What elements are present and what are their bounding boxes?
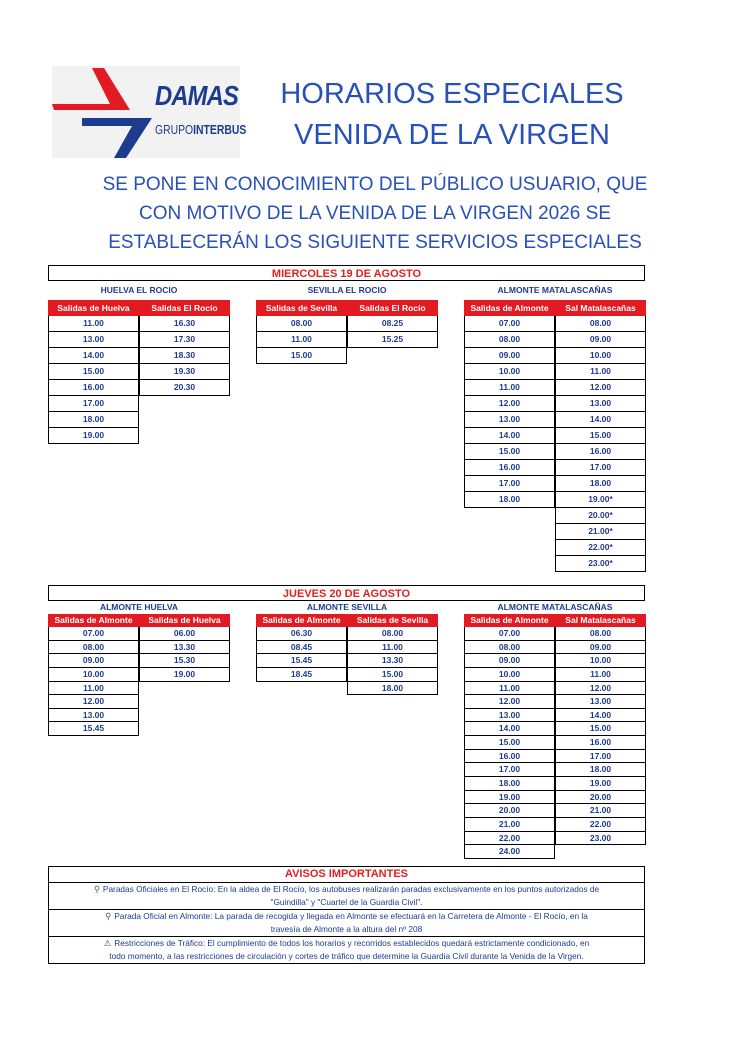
intro-text [40,170,710,257]
time-cell: 10.00 [464,364,555,380]
time-cell: 15.00 [464,444,555,460]
column-header: Salidas de Sevilla [347,614,438,627]
pin-icon: ⚲ [93,884,100,894]
time-cell: 19.00 [48,428,139,444]
warning-icon: ⚠ [103,938,112,948]
time-cell: 13.30 [139,641,230,655]
time-cell: 10.00 [48,668,139,682]
time-cell: 17.00 [555,460,646,476]
time-cell: 10.00 [555,348,646,364]
time-cell: 08.25 [347,316,438,332]
route-name: HUELVA EL ROCIO [100,285,178,295]
time-cell: 18.00 [555,476,646,492]
time-cell: 14.00 [555,412,646,428]
column-header: Salidas El Rocío [139,300,230,316]
time-cell: 15.45 [48,722,139,736]
time-cell: 08.00 [256,316,347,332]
time-cell: 15.00 [464,736,555,750]
column-header: Salidas de Huelva [48,300,139,316]
time-cell: 15.00 [555,428,646,444]
time-cell: 11.00 [464,682,555,696]
time-cell: 07.00 [464,627,555,641]
time-cell: 19.30 [139,364,230,380]
intro-line: CON MOTIVO DE LA VENIDA DE LA VIRGEN 2026 SE [139,203,611,224]
time-cell: 16.00 [48,380,139,396]
time-cell: 12.00 [464,695,555,709]
time-cell: 12.00 [555,682,646,696]
time-cell: 18.30 [139,348,230,364]
time-cell: 06.00 [139,627,230,641]
time-cell: 13.00 [555,695,646,709]
time-cell: 13.00 [464,709,555,723]
notice-item: ⚠ Restricciones de Tráfico: El cumplimiento de todos los horarios y recorridos establecidos quedará estrictamente condicionado, en todo momento, a las restricciones de circulación y cortes de tráfico que determine la Guardia Civil durante la Venida de la Virgen. [103,938,590,961]
time-cell: 21.00 [555,804,646,818]
schedule-column [555,614,646,845]
time-cell: 08.00 [347,627,438,641]
time-cell: 09.00 [48,654,139,668]
route-name: ALMONTE MATALASCAÑAS [497,602,613,612]
time-cell: 19.00 [139,668,230,682]
time-cell: 07.00 [48,627,139,641]
time-cell: 17.00 [464,476,555,492]
time-cell: 11.00 [555,364,646,380]
time-cell: 07.00 [464,316,555,332]
time-cell: 18.00 [347,682,438,696]
column-header: Sal Matalascañas [555,300,646,316]
time-cell: 20.00* [555,508,646,524]
time-cell: 11.00 [256,332,347,348]
time-cell: 21.00 [464,818,555,832]
logo-brand: DAMAS [155,80,239,111]
day-header: MIERCOLES 19 DE AGOSTO [48,265,645,281]
time-cell: 15.00 [256,348,347,364]
time-cell: 16.00 [555,444,646,460]
time-cell: 15.30 [139,654,230,668]
time-cell: 22.00* [555,540,646,556]
time-cell: 13.00 [48,709,139,723]
column-header: Salidas de Almonte [48,614,139,627]
time-cell: 14.00 [48,348,139,364]
time-cell: 09.00 [555,641,646,655]
time-cell: 17.30 [139,332,230,348]
time-cell: 18.00 [48,412,139,428]
time-cell: 21.00* [555,524,646,540]
damas-logo [52,66,247,158]
time-cell: 08.00 [464,332,555,348]
time-cell: 14.00 [555,709,646,723]
time-cell: 19.00 [464,791,555,805]
time-cell: 09.00 [464,654,555,668]
column-header: Salidas de Sevilla [256,300,347,316]
important-notices [48,866,645,964]
intro-line: SE PONE EN CONOCIMIENTO DEL PÚBLICO USUARIO, QUE [102,174,648,195]
schedule-column [256,300,347,364]
time-cell: 18.00 [464,492,555,508]
time-cell: 20.00 [464,804,555,818]
time-cell: 09.00 [555,332,646,348]
time-cell: 23.00 [555,832,646,846]
time-cell: 16.00 [464,460,555,476]
time-cell: 11.00 [48,316,139,332]
time-cell: 20.30 [139,380,230,396]
logo-group: GRUPOINTERBUS [155,122,247,137]
column-header: Sal Matalascañas [555,614,646,627]
time-cell: 12.00 [464,396,555,412]
schedule-column [347,614,438,695]
column-header: Salidas de Almonte [464,300,555,316]
time-cell: 22.00 [555,818,646,832]
schedule-column [347,300,438,348]
time-cell: 22.00 [464,832,555,846]
time-cell: 08.00 [464,641,555,655]
schedule-column [139,300,230,396]
time-cell: 08.45 [256,641,347,655]
time-cell: 18.00 [555,763,646,777]
logo-arrows-icon [52,66,162,158]
time-cell: 13.00 [555,396,646,412]
time-cell: 15.00 [347,668,438,682]
time-cell: 17.00 [464,763,555,777]
time-cell: 20.00 [555,791,646,805]
day-header: JUEVES 20 DE AGOSTO [48,585,645,601]
notices-title: AVISOS IMPORTANTES [49,867,644,883]
time-cell: 12.00 [555,380,646,396]
time-cell: 14.00 [464,428,555,444]
time-cell: 24.00 [464,845,555,859]
time-cell: 10.00 [464,668,555,682]
time-cell: 08.00 [48,641,139,655]
time-cell: 15.45 [256,654,347,668]
route-name: SEVILLA EL ROCIO [307,285,387,295]
time-cell: 14.00 [464,722,555,736]
time-cell: 11.00 [347,641,438,655]
time-cell: 23.00* [555,556,646,572]
time-cell: 18.00 [464,777,555,791]
route-name: ALMONTE SEVILLA [306,602,388,612]
time-cell: 19.00 [555,777,646,791]
time-cell: 18.45 [256,668,347,682]
time-cell: 08.00 [555,316,646,332]
time-cell: 15.25 [347,332,438,348]
schedule-column [464,300,555,508]
route-name: ALMONTE HUELVA [99,602,179,612]
time-cell: 11.00 [48,682,139,696]
pin-icon: ⚲ [105,911,112,921]
intro-line: ESTABLECERÁN LOS SIGUIENTE SERVICIOS ESPECIALES [108,232,642,253]
time-cell: 06.30 [256,627,347,641]
schedule-column [48,300,139,444]
page-title-line1: HORARIOS ESPECIALES [280,78,624,110]
time-cell: 16.00 [464,750,555,764]
time-cell: 11.00 [555,668,646,682]
time-cell: 10.00 [555,654,646,668]
time-cell: 12.00 [48,695,139,709]
schedule-column [139,614,230,682]
column-header: Salidas de Almonte [256,614,347,627]
column-header: Salidas de Huelva [139,614,230,627]
column-header: Salidas de Almonte [464,614,555,627]
time-cell: 11.00 [464,380,555,396]
schedule-column [464,614,555,859]
schedule-column [48,614,139,736]
time-cell: 08.00 [555,627,646,641]
page-title-line2: VENIDA DE LA VIRGEN [294,119,610,151]
notice-item: ⚲ Paradas Oficiales en El Rocío: En la aldea de El Rocío, los autobuses realizarán paradas exclusivamente en los puntos autorizados de "Guindilla" y "Cuartel de la Guardia Civil". [49,883,644,910]
schedule-column [555,300,646,572]
schedule-column [256,614,347,682]
time-cell: 13.00 [48,332,139,348]
time-cell: 13.30 [347,654,438,668]
time-cell: 16.00 [555,736,646,750]
route-name: ALMONTE MATALASCAÑAS [497,285,613,295]
time-cell: 15.00 [555,722,646,736]
time-cell: 19.00* [555,492,646,508]
time-cell: 16.30 [139,316,230,332]
time-cell: 17.00 [555,750,646,764]
time-cell: 15.00 [48,364,139,380]
time-cell: 09.00 [464,348,555,364]
time-cell: 13.00 [464,412,555,428]
time-cell: 17.00 [48,396,139,412]
notice-item: ⚲ Parada Oficial en Almonte: La parada de recogida y llegada en Almonte se efectuará en la Carretera de Almonte - El Rocío, en la travesía de Almonte a la altura del nº 208 [49,910,644,937]
column-header: Salidas El Rocío [347,300,438,316]
